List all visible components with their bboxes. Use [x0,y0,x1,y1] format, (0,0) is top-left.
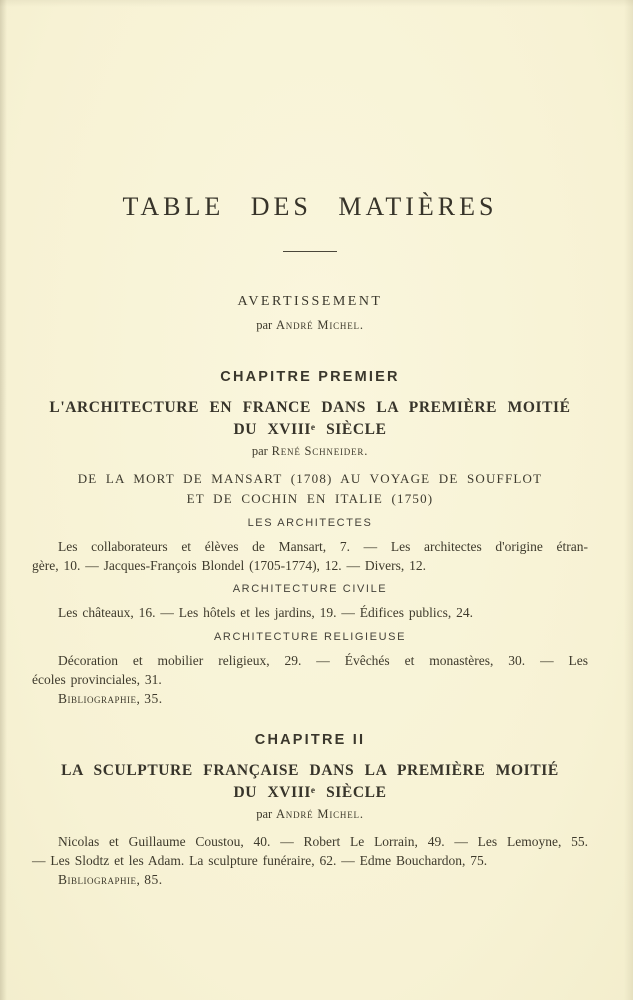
chapter1-subtitle-line2: ET DE COCHIN EN ITALIE (1750) [186,491,434,506]
byline-name: André Michel. [275,318,364,332]
paragraph-line: gère, 10. — Jacques-François Blondel (1705-1774), 12. — Divers, 12. [32,558,427,573]
byline-name: André Michel. [275,807,364,821]
chapter2-bibliography: Bibliographie, 85. [58,872,163,887]
page-content [32,0,588,889]
paragraph-line: — Les Slodtz et les Adam. La sculpture funéraire, 62. — Edme Bouchardon, 75. [32,853,488,868]
chapter1-kicker: CHAPITRE PREMIER [220,369,400,385]
chapter1-title-line2: DU XVIIIᵉ SIÈCLE [233,421,387,438]
section-heading-civile: ARCHITECTURE CIVILE [232,583,388,595]
paragraph-line: Nicolas et Guillaume Coustou, 40. — Robert Le Lorrain, 49. — Les Lemoyne, 55. [58,834,588,849]
section-paragraph [32,603,588,622]
chapter1-subtitle [32,469,588,509]
chapter1-title [32,397,588,441]
byline-name: René Schneider. [271,444,369,458]
byline-prefix: par [251,444,268,458]
paragraph-line: Décoration et mobilier religieux, 29. — Évêchés et monastères, 30. — Les [58,653,588,668]
section-paragraph [32,537,588,575]
chapter2-paragraph [32,832,588,870]
section-heading-religieuse: ARCHITECTURE RELIGIEUSE [213,631,407,643]
chapter2-title [32,760,588,804]
avertissement-byline [32,318,588,333]
chapter2-kicker: CHAPITRE II [254,732,366,748]
chapter2-byline [32,807,588,822]
chapter2-title-line1: LA SCULPTURE FRANÇAISE DANS LA PREMIÈRE MOITIÉ [61,762,559,779]
chapter1-byline [32,444,588,459]
chapter1-title-line1: L'ARCHITECTURE EN FRANCE DANS LA PREMIÈRE MOITIÉ [49,399,571,416]
paragraph-line: Les châteaux, 16. — Les hôtels et les jardins, 19. — Édifices publics, 24. [58,605,474,620]
section-heading-architectes: LES ARCHITECTES [247,517,373,529]
byline-prefix: par [256,807,273,821]
section-paragraph [32,651,588,689]
title-rule [283,251,337,252]
paragraph-line: écoles provinciales, 31. [32,672,162,687]
avertissement-heading: AVERTISSEMENT [237,294,383,309]
chapter2-title-line2: DU XVIIIᵉ SIÈCLE [233,784,387,801]
chapter1-bibliography: Bibliographie, 35. [58,691,163,706]
chapter1-subtitle-line1: DE LA MORT DE MANSART (1708) AU VOYAGE DE SOUFFLOT [77,471,543,486]
paragraph-line: Les collaborateurs et élèves de Mansart, 7. — Les architectes d'origine étran- [58,539,588,554]
byline-prefix: par [256,318,273,332]
page-title: TABLE DES MATIÈRES [122,192,498,221]
